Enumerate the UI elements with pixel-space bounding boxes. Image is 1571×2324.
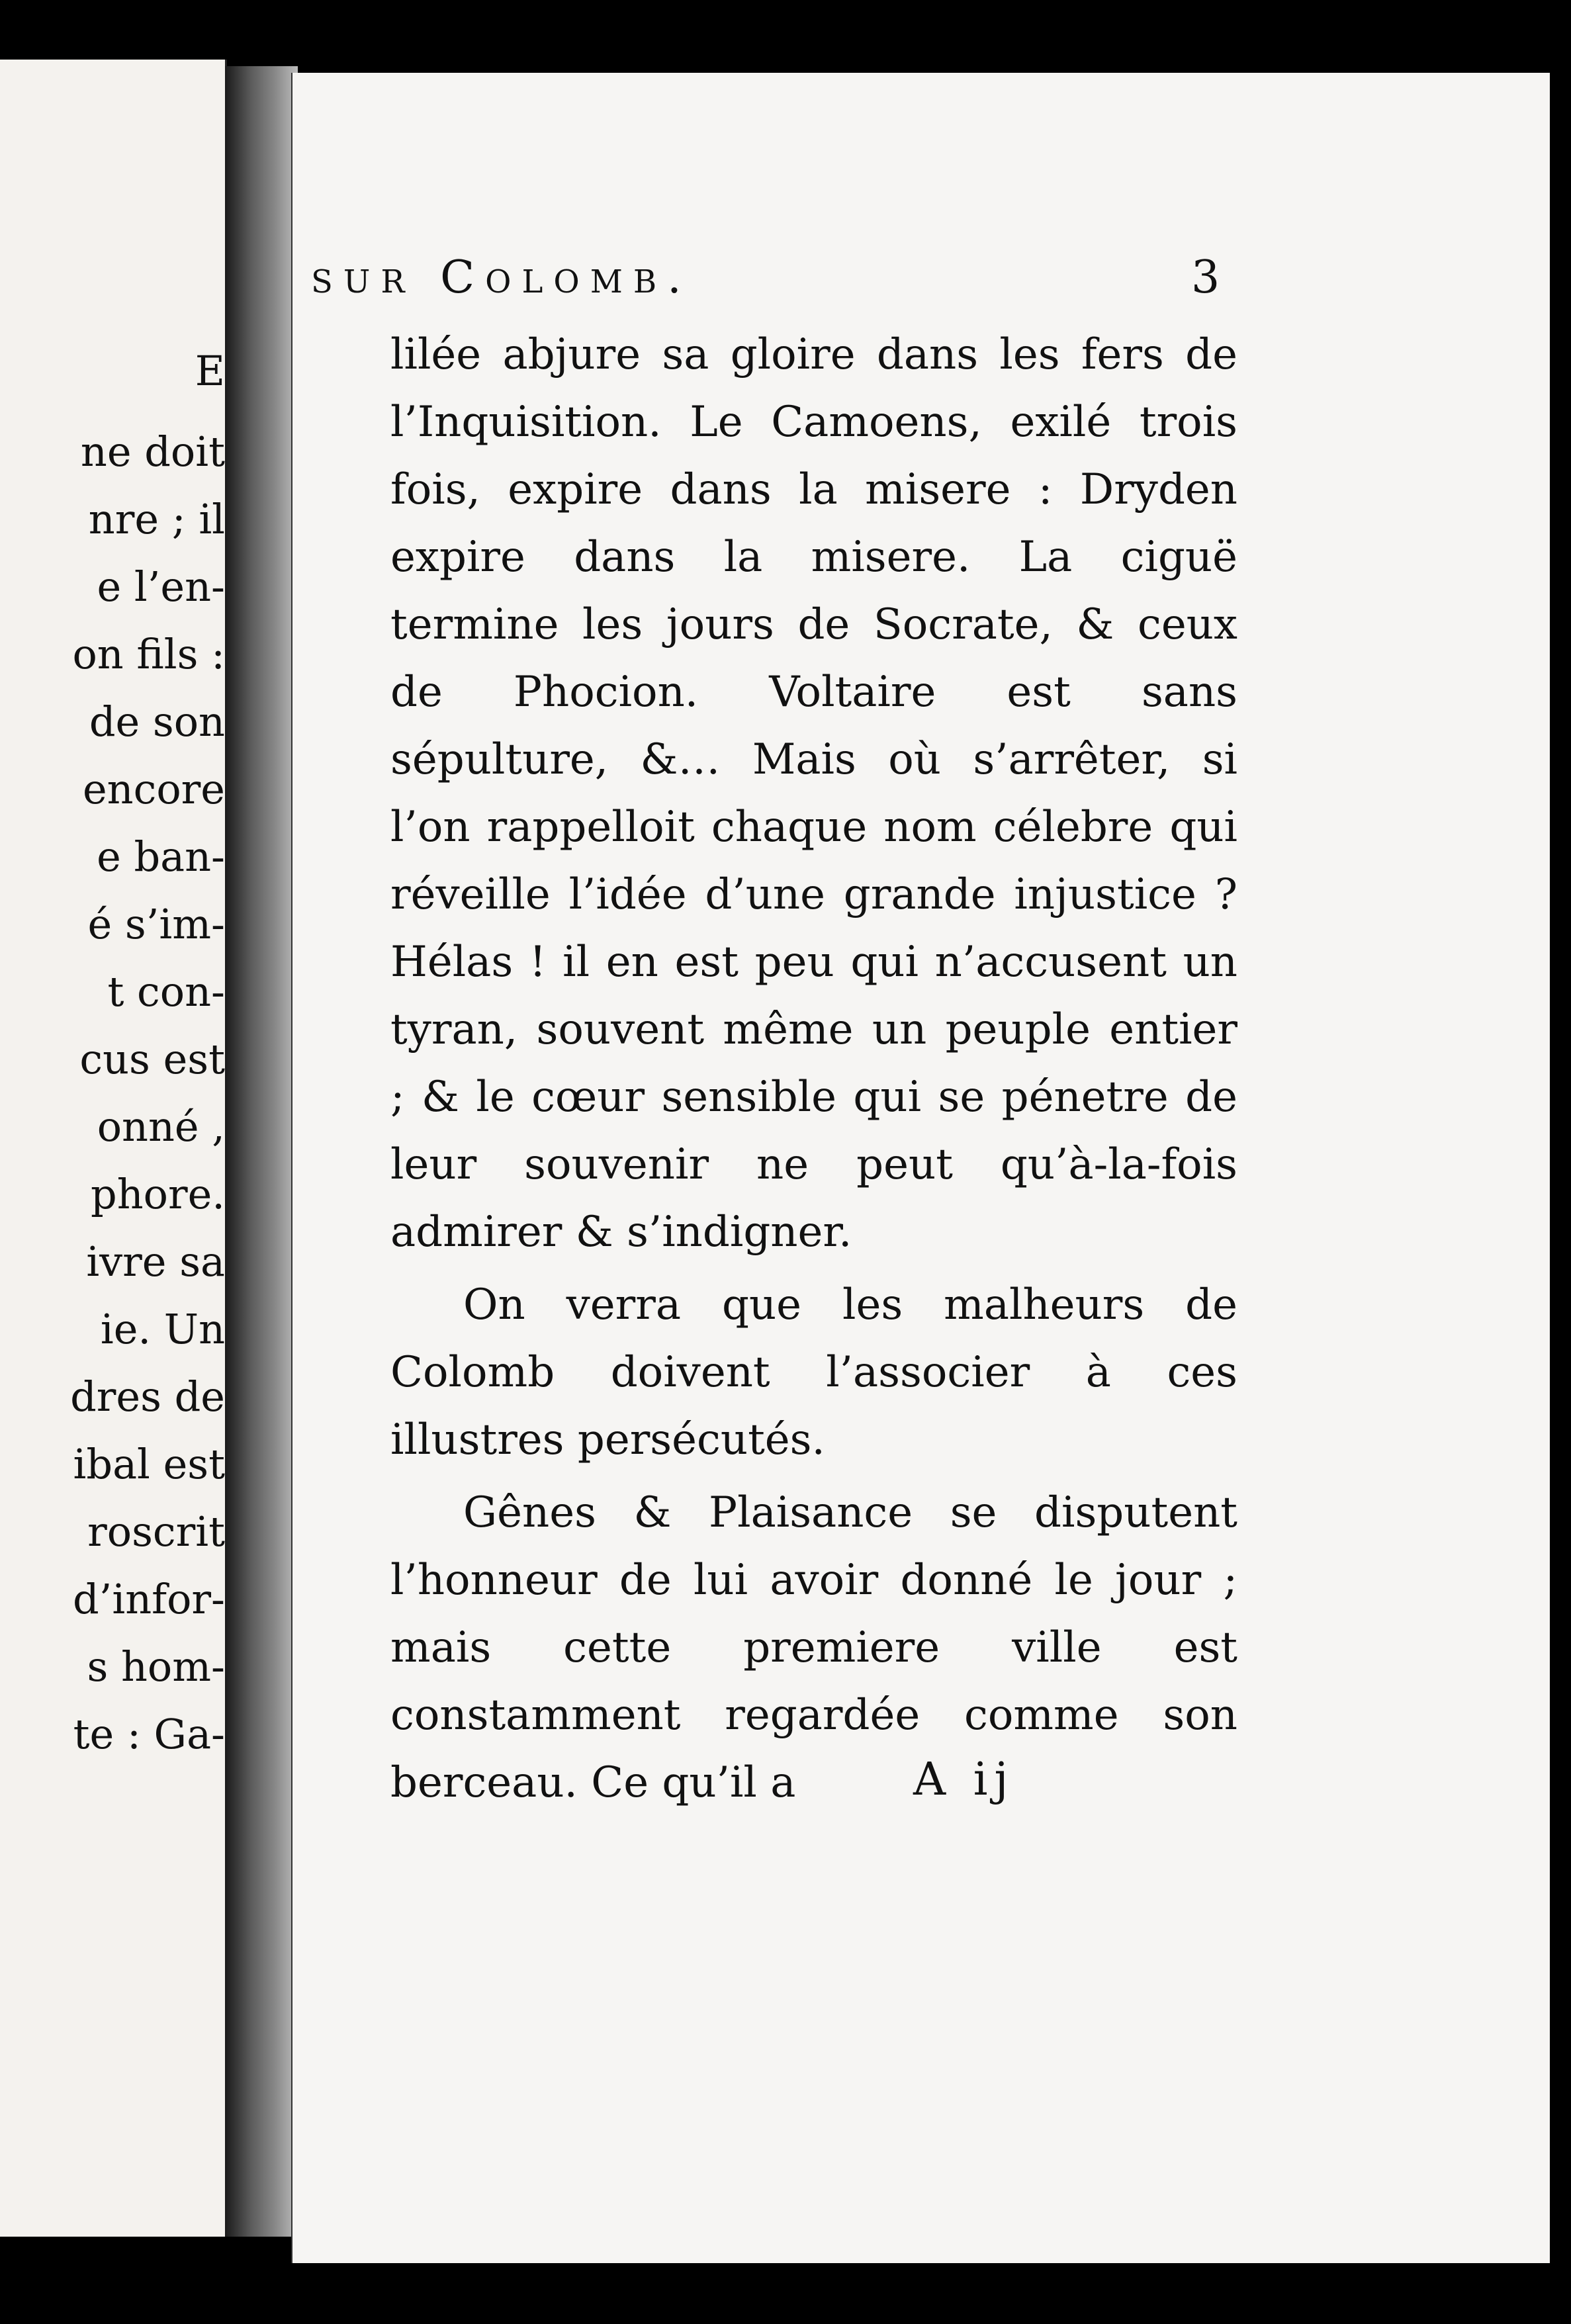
book-gutter [225,66,298,2237]
left-fragment: ivre sa [86,1237,225,1286]
left-fragment: dres de [70,1372,225,1421]
left-fragment: onné , [97,1102,225,1151]
paragraph: Gênes & Plaisance se disputent l’honneur de lui avoir donné le jour ; mais cette premiere ville est constamment regardée comme son berceau. Ce qu’il a [390,1488,1237,1807]
running-head-title: sur Colomb. [311,251,692,304]
paragraph: On verra que les malheurs de Colomb doivent l’associer à ces illustres persécutés. [390,1280,1237,1464]
body-text [390,321,1237,1816]
left-fragment: ne doit [80,427,225,476]
left-fragment: e l’en- [97,562,225,611]
left-fragment: é s’im- [87,900,225,948]
paragraph: lilée abjure sa gloire dans les fers de l’Inquisition. Le Camoens, exilé trois fois, expire dans la misere : Dryden expire dans la misere. La ciguë termine les jours de Socrate, & ceux de Phocion. Voltaire est sans sépulture, &… Mais où s’arrêter, si l’on rappelloit chaque nom célebre qui réveille l’idée d’une grande injustice ? Hélas ! il en est peu qui n’accusent un tyran, souvent même un peuple entier ; & le cœur sensible qui se pénetre de leur souvenir ne peut qu’à-la-fois admirer & s’indigner. [390,330,1237,1257]
left-fragment: phore. [91,1170,225,1218]
left-fragment: te : Ga- [73,1710,225,1758]
left-fragment: d’infor- [72,1575,225,1623]
running-head [311,251,1220,311]
signature-mark: A ij [913,1754,1015,1806]
page-number: 3 [1191,251,1220,304]
left-page [0,60,227,2237]
left-fragment: t con- [107,967,225,1016]
left-fragment: cus est [79,1035,225,1083]
left-fragment: nre ; il [88,495,225,543]
left-fragment: de son [89,697,225,746]
left-fragment: on fils : [72,630,225,678]
left-fragment: encore [82,765,225,813]
left-fragment: ibal est [73,1440,225,1488]
left-fragment: roscrit [87,1507,225,1556]
left-fragment: e ban- [97,832,225,881]
left-fragment: s hom- [87,1642,225,1691]
left-fragment: E [195,347,225,395]
left-fragment: ie. Un [100,1305,225,1353]
